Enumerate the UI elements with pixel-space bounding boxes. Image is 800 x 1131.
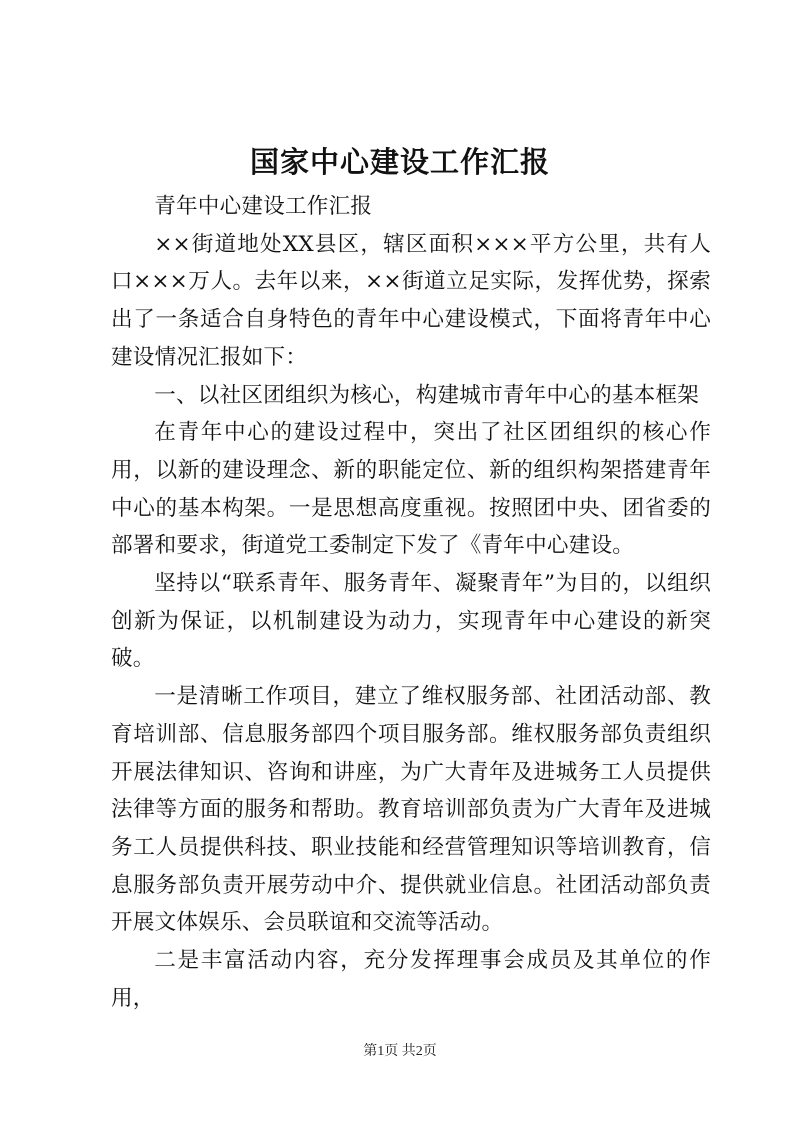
- paragraph-body: 一是清晰工作项目，建立了维权服务部、社团活动部、教育培训部、信息服务部四个项目服务部。维权服务部负责组织开展法律知识、咨询和讲座，为广大青年及进城务工人员提供法律等方面的服务和帮助。教育培训部负责为广大青年及进城务工人员提供科技、职业技能和经营管理知识等培训教育，信息服务部负责开展劳动中介、提供就业信息。社团活动部负责开展文体娱乐、会员联谊和交流等活动。: [111, 684, 711, 936]
- paragraph-body: 坚持以“联系青年、服务青年、凝聚青年”为目的，以组织创新为保证，以机制建设为动力，实现青年中心建设的新突破。: [111, 571, 711, 672]
- paragraph-subtitle: 青年中心建设工作汇报: [154, 194, 373, 219]
- paragraph-body: 二是丰富活动内容，充分发挥理事会成员及其单位的作用，: [111, 948, 711, 1011]
- document-body: [111, 188, 711, 1017]
- page-footer: 第1页 共2页: [363, 1044, 437, 1059]
- paragraph-body: 在青年中心的建设过程中，突出了社区团组织的核心作用，以新的建设理念、新的职能定位、新的组织构架搭建青年中心的基本构架。一是思想高度重视。按照团中央、团省委的部署和要求，街道党工委制定下发了《青年中心建设。: [111, 420, 711, 559]
- paragraph-intro: ××街道地处XX县区，辖区面积×××平方公里，共有人口×××万人。去年以来，××街道立足实际，发挥优势，探索出了一条适合自身特色的青年中心建设模式，下面将青年中心建设情况汇报如下：: [111, 231, 711, 370]
- paragraph-section-heading: 一、以社区团组织为核心，构建城市青年中心的基本框架: [154, 382, 700, 408]
- document-title: 国家中心建设工作汇报: [249, 145, 550, 179]
